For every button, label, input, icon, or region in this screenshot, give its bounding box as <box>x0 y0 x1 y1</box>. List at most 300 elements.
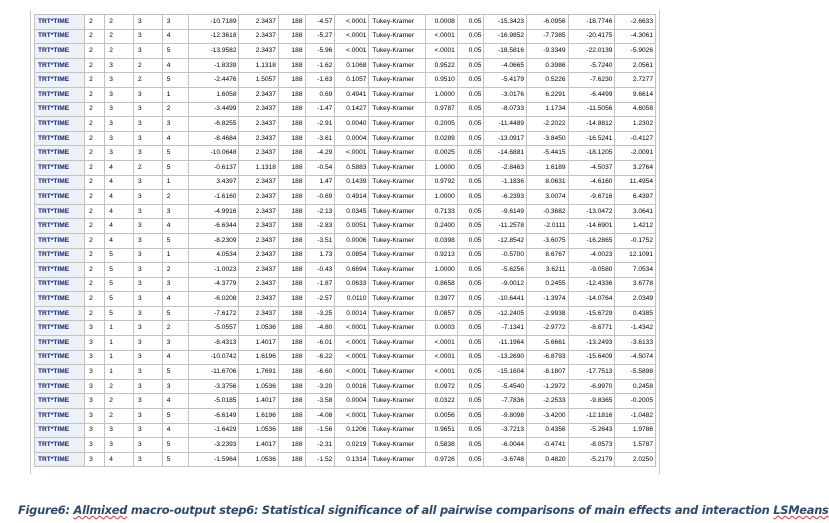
adj-lower-cell: -18.7746 <box>568 15 615 30</box>
trt-level-2-cell: 3 <box>134 452 163 467</box>
trt-level-cell: 2 <box>85 146 105 161</box>
effect-cell: TRT*TIME <box>35 190 85 205</box>
estimate-cell: 4.0534 <box>189 248 239 263</box>
std-error-cell: 1.6196 <box>239 409 278 424</box>
upper-cell: -2.2533 <box>527 394 569 409</box>
std-error-cell: 2.3437 <box>239 233 278 248</box>
time-level-cell: 3 <box>105 423 134 438</box>
adj-upper-cell: 0.4385 <box>615 306 656 321</box>
alpha-cell: 0.05 <box>457 350 484 365</box>
trt-level-2-cell: 3 <box>134 292 163 307</box>
trt-level-cell: 2 <box>85 117 105 132</box>
estimate-cell: -2.4476 <box>189 73 239 88</box>
time-level-2-cell: 5 <box>162 146 189 161</box>
estimate-cell: -13.9582 <box>189 44 239 59</box>
estimate-cell: -1.5964 <box>189 452 239 467</box>
lower-cell: -6.0044 <box>484 438 527 453</box>
upper-cell: 1.1734 <box>527 102 569 117</box>
adj-upper-cell: -3.6133 <box>615 336 656 351</box>
table-row <box>35 190 656 205</box>
adjustment-cell: Tukey-Kramer <box>369 160 425 175</box>
adj-p-cell: 0.0398 <box>425 233 457 248</box>
adjustment-cell: Tukey-Kramer <box>369 321 425 336</box>
adj-p-cell: <.0001 <box>425 365 457 380</box>
trt-level-2-cell: 2 <box>134 160 163 175</box>
p-value-cell: 0.1068 <box>335 58 369 73</box>
df-cell: 188 <box>278 394 305 409</box>
time-level-cell: 4 <box>105 219 134 234</box>
trt-level-cell: 2 <box>85 190 105 205</box>
upper-cell: 3.6211 <box>527 263 569 278</box>
effect-cell: TRT*TIME <box>35 438 85 453</box>
adj-lower-cell: -22.0139 <box>568 44 615 59</box>
lower-cell: -13.2690 <box>484 350 527 365</box>
t-value-cell: 1.47 <box>305 175 335 190</box>
adj-p-cell: 0.9726 <box>425 452 457 467</box>
adj-lower-cell: -6.4499 <box>568 87 615 102</box>
time-level-2-cell: 4 <box>162 292 189 307</box>
std-error-cell: 2.3437 <box>239 204 278 219</box>
std-error-cell: 1.1318 <box>239 58 278 73</box>
upper-cell: -2.9938 <box>527 306 569 321</box>
trt-level-2-cell: 3 <box>134 204 163 219</box>
trt-level-2-cell: 3 <box>134 29 163 44</box>
effect-cell: TRT*TIME <box>35 263 85 278</box>
adjustment-cell: Tukey-Kramer <box>369 44 425 59</box>
alpha-cell: 0.05 <box>457 117 484 132</box>
lower-cell: -11.1964 <box>484 336 527 351</box>
adj-upper-cell: -5.9026 <box>615 44 656 59</box>
trt-level-cell: 3 <box>85 438 105 453</box>
std-error-cell: 2.3437 <box>239 146 278 161</box>
adj-p-cell: 0.2005 <box>425 117 457 132</box>
std-error-cell: 1.4017 <box>239 438 278 453</box>
adjustment-cell: Tukey-Kramer <box>369 117 425 132</box>
adjustment-cell: Tukey-Kramer <box>369 452 425 467</box>
table-row <box>35 15 656 30</box>
time-level-cell: 2 <box>105 394 134 409</box>
effect-cell: TRT*TIME <box>35 321 85 336</box>
effect-cell: TRT*TIME <box>35 131 85 146</box>
estimate-cell: -3.3756 <box>189 379 239 394</box>
adjustment-cell: Tukey-Kramer <box>369 219 425 234</box>
upper-cell: 0.4356 <box>527 423 569 438</box>
time-level-2-cell: 3 <box>162 15 189 30</box>
trt-level-2-cell: 2 <box>134 73 163 88</box>
trt-level-cell: 2 <box>85 44 105 59</box>
p-value-cell: 0.0004 <box>335 131 369 146</box>
time-level-2-cell: 4 <box>162 423 189 438</box>
upper-cell: -3.4200 <box>527 409 569 424</box>
adj-upper-cell: -0.2005 <box>615 394 656 409</box>
lower-cell: -11.2578 <box>484 219 527 234</box>
estimate-cell: -10.0648 <box>189 146 239 161</box>
caption-allmixed: Allmixed <box>73 503 128 517</box>
adj-p-cell: <.0001 <box>425 336 457 351</box>
alpha-cell: 0.05 <box>457 306 484 321</box>
estimate-cell: -6.0208 <box>189 292 239 307</box>
table-row <box>35 409 656 424</box>
trt-level-cell: 2 <box>85 306 105 321</box>
t-value-cell: -0.43 <box>305 263 335 278</box>
t-value-cell: -1.47 <box>305 102 335 117</box>
adjustment-cell: Tukey-Kramer <box>369 248 425 263</box>
std-error-cell: 1.7691 <box>239 365 278 380</box>
t-value-cell: -1.62 <box>305 58 335 73</box>
estimate-cell: -4.3779 <box>189 277 239 292</box>
upper-cell: -5.6661 <box>527 336 569 351</box>
alpha-cell: 0.05 <box>457 394 484 409</box>
adj-p-cell: 0.0008 <box>425 15 457 30</box>
time-level-cell: 1 <box>105 350 134 365</box>
std-error-cell: 2.3437 <box>239 117 278 132</box>
alpha-cell: 0.05 <box>457 248 484 263</box>
trt-level-cell: 3 <box>85 336 105 351</box>
adj-upper-cell: -4.3061 <box>615 29 656 44</box>
p-value-cell: 0.0854 <box>335 248 369 263</box>
alpha-cell: 0.05 <box>457 44 484 59</box>
std-error-cell: 1.0536 <box>239 379 278 394</box>
trt-level-cell: 3 <box>85 379 105 394</box>
trt-level-2-cell: 3 <box>134 233 163 248</box>
std-error-cell: 2.3437 <box>239 175 278 190</box>
trt-level-cell: 3 <box>85 409 105 424</box>
trt-level-2-cell: 3 <box>134 190 163 205</box>
df-cell: 188 <box>278 87 305 102</box>
effect-cell: TRT*TIME <box>35 87 85 102</box>
time-level-cell: 3 <box>105 117 134 132</box>
adjustment-cell: Tukey-Kramer <box>369 146 425 161</box>
t-value-cell: -3.25 <box>305 306 335 321</box>
time-level-cell: 3 <box>105 87 134 102</box>
alpha-cell: 0.05 <box>457 58 484 73</box>
std-error-cell: 1.6196 <box>239 350 278 365</box>
df-cell: 188 <box>278 438 305 453</box>
trt-level-cell: 2 <box>85 29 105 44</box>
adj-upper-cell: 0.2458 <box>615 379 656 394</box>
t-value-cell: -1.63 <box>305 73 335 88</box>
table-row <box>35 336 656 351</box>
lower-cell: -5.4540 <box>484 379 527 394</box>
trt-level-2-cell: 3 <box>134 219 163 234</box>
adj-p-cell: 0.0972 <box>425 379 457 394</box>
table-body <box>35 15 656 467</box>
alpha-cell: 0.05 <box>457 277 484 292</box>
trt-level-2-cell: 3 <box>134 350 163 365</box>
estimate-cell: -1.0023 <box>189 263 239 278</box>
upper-cell: 1.6189 <box>527 160 569 175</box>
time-level-cell: 3 <box>105 438 134 453</box>
adj-lower-cell: -17.7513 <box>568 365 615 380</box>
time-level-2-cell: 5 <box>162 73 189 88</box>
time-level-2-cell: 4 <box>162 219 189 234</box>
alpha-cell: 0.05 <box>457 160 484 175</box>
std-error-cell: 2.3437 <box>239 292 278 307</box>
alpha-cell: 0.05 <box>457 292 484 307</box>
estimate-cell: -7.6172 <box>189 306 239 321</box>
trt-level-2-cell: 3 <box>134 277 163 292</box>
lower-cell: -2.8463 <box>484 160 527 175</box>
effect-cell: TRT*TIME <box>35 409 85 424</box>
table-row <box>35 175 656 190</box>
trt-level-cell: 2 <box>85 219 105 234</box>
adj-upper-cell: 11.4954 <box>615 175 656 190</box>
adj-lower-cell: -13.0472 <box>568 204 615 219</box>
p-value-cell: 0.4941 <box>335 87 369 102</box>
table-row <box>35 277 656 292</box>
effect-cell: TRT*TIME <box>35 160 85 175</box>
std-error-cell: 2.3437 <box>239 306 278 321</box>
df-cell: 188 <box>278 175 305 190</box>
upper-cell: -0.4741 <box>527 438 569 453</box>
time-level-2-cell: 4 <box>162 131 189 146</box>
trt-level-2-cell: 3 <box>134 409 163 424</box>
adjustment-cell: Tukey-Kramer <box>369 350 425 365</box>
adj-p-cell: 0.0003 <box>425 321 457 336</box>
table-row <box>35 248 656 263</box>
df-cell: 188 <box>278 73 305 88</box>
trt-level-2-cell: 3 <box>134 263 163 278</box>
adjustment-cell: Tukey-Kramer <box>369 58 425 73</box>
lower-cell: -14.6881 <box>484 146 527 161</box>
table-row <box>35 233 656 248</box>
adjustment-cell: Tukey-Kramer <box>369 394 425 409</box>
table-row <box>35 146 656 161</box>
estimate-cell: -1.6160 <box>189 190 239 205</box>
trt-level-cell: 2 <box>85 292 105 307</box>
trt-level-2-cell: 3 <box>134 394 163 409</box>
trt-level-cell: 2 <box>85 131 105 146</box>
trt-level-cell: 3 <box>85 365 105 380</box>
upper-cell: -6.8793 <box>527 350 569 365</box>
upper-cell: -7.7385 <box>527 29 569 44</box>
adj-p-cell: 0.8658 <box>425 277 457 292</box>
std-error-cell: 2.3437 <box>239 219 278 234</box>
time-level-cell: 1 <box>105 321 134 336</box>
effect-cell: TRT*TIME <box>35 350 85 365</box>
adj-lower-cell: -14.8812 <box>568 117 615 132</box>
std-error-cell: 1.0536 <box>239 321 278 336</box>
t-value-cell: -4.57 <box>305 15 335 30</box>
time-level-2-cell: 2 <box>162 102 189 117</box>
time-level-cell: 1 <box>105 365 134 380</box>
df-cell: 188 <box>278 44 305 59</box>
p-value-cell: 0.1314 <box>335 452 369 467</box>
time-level-2-cell: 4 <box>162 350 189 365</box>
adj-lower-cell: -5.2179 <box>568 452 615 467</box>
trt-level-cell: 2 <box>85 248 105 263</box>
adj-lower-cell: -4.5037 <box>568 160 615 175</box>
upper-cell: 3.0074 <box>527 190 569 205</box>
table-row <box>35 73 656 88</box>
t-value-cell: -4.29 <box>305 146 335 161</box>
effect-cell: TRT*TIME <box>35 306 85 321</box>
df-cell: 188 <box>278 190 305 205</box>
time-level-2-cell: 5 <box>162 365 189 380</box>
upper-cell: -2.2022 <box>527 117 569 132</box>
df-cell: 188 <box>278 379 305 394</box>
std-error-cell: 2.3437 <box>239 44 278 59</box>
t-value-cell: -5.27 <box>305 29 335 44</box>
lower-cell: -18.5816 <box>484 44 527 59</box>
lower-cell: -13.0917 <box>484 131 527 146</box>
df-cell: 188 <box>278 321 305 336</box>
df-cell: 188 <box>278 117 305 132</box>
adj-lower-cell: -15.6409 <box>568 350 615 365</box>
effect-cell: TRT*TIME <box>35 248 85 263</box>
trt-level-cell: 2 <box>85 87 105 102</box>
p-value-cell: <.0001 <box>335 350 369 365</box>
adjustment-cell: Tukey-Kramer <box>369 15 425 30</box>
alpha-cell: 0.05 <box>457 423 484 438</box>
adj-p-cell: <.0001 <box>425 350 457 365</box>
trt-level-cell: 2 <box>85 73 105 88</box>
lower-cell: -0.5700 <box>484 248 527 263</box>
df-cell: 188 <box>278 15 305 30</box>
adj-p-cell: 1.0000 <box>425 190 457 205</box>
effect-cell: TRT*TIME <box>35 146 85 161</box>
p-value-cell: 0.0004 <box>335 394 369 409</box>
alpha-cell: 0.05 <box>457 204 484 219</box>
time-level-cell: 2 <box>105 29 134 44</box>
adj-lower-cell: -20.4175 <box>568 29 615 44</box>
adj-lower-cell: -8.6771 <box>568 321 615 336</box>
p-value-cell: 0.0633 <box>335 277 369 292</box>
p-value-cell: 0.0051 <box>335 219 369 234</box>
p-value-cell: <.0001 <box>335 15 369 30</box>
lower-cell: -16.9852 <box>484 29 527 44</box>
adj-p-cell: 0.9787 <box>425 102 457 117</box>
df-cell: 188 <box>278 452 305 467</box>
time-level-cell: 5 <box>105 277 134 292</box>
adjustment-cell: Tukey-Kramer <box>369 336 425 351</box>
time-level-2-cell: 1 <box>162 175 189 190</box>
std-error-cell: 2.3437 <box>239 29 278 44</box>
p-value-cell: 0.1206 <box>335 423 369 438</box>
alpha-cell: 0.05 <box>457 365 484 380</box>
table-row <box>35 44 656 59</box>
adjustment-cell: Tukey-Kramer <box>369 190 425 205</box>
estimate-cell: -10.7189 <box>189 15 239 30</box>
p-value-cell: <.0001 <box>335 146 369 161</box>
adj-lower-cell: -15.6729 <box>568 306 615 321</box>
alpha-cell: 0.05 <box>457 29 484 44</box>
effect-cell: TRT*TIME <box>35 452 85 467</box>
table-row <box>35 102 656 117</box>
adj-p-cell: 0.9792 <box>425 175 457 190</box>
upper-cell: -3.8450 <box>527 131 569 146</box>
df-cell: 188 <box>278 233 305 248</box>
std-error-cell: 1.0536 <box>239 452 278 467</box>
estimate-cell: -4.9916 <box>189 204 239 219</box>
adj-lower-cell: -6.9970 <box>568 379 615 394</box>
estimate-cell: 3.4397 <box>189 175 239 190</box>
estimate-cell: 1.6058 <box>189 87 239 102</box>
time-level-2-cell: 2 <box>162 263 189 278</box>
trt-level-cell: 2 <box>85 160 105 175</box>
lower-cell: -7.1341 <box>484 321 527 336</box>
adj-lower-cell: -16.5241 <box>568 131 615 146</box>
trt-level-2-cell: 3 <box>134 102 163 117</box>
caption-prefix: Figure6: <box>18 503 74 517</box>
lower-cell: -6.2393 <box>484 190 527 205</box>
estimate-cell: -6.6149 <box>189 409 239 424</box>
caption-middle: macro-output step6: Statistical significance of all pairwise comparisons of main effects and interaction <box>127 503 774 517</box>
time-level-2-cell: 4 <box>162 58 189 73</box>
effect-cell: TRT*TIME <box>35 379 85 394</box>
adj-upper-cell: 12.1091 <box>615 248 656 263</box>
alpha-cell: 0.05 <box>457 452 484 467</box>
effect-cell: TRT*TIME <box>35 175 85 190</box>
p-value-cell: <.0001 <box>335 409 369 424</box>
alpha-cell: 0.05 <box>457 379 484 394</box>
adj-upper-cell: -0.1752 <box>615 233 656 248</box>
adj-lower-cell: -12.1816 <box>568 409 615 424</box>
std-error-cell: 1.0536 <box>239 423 278 438</box>
p-value-cell: 0.0006 <box>335 233 369 248</box>
df-cell: 188 <box>278 263 305 278</box>
alpha-cell: 0.05 <box>457 336 484 351</box>
time-level-2-cell: 3 <box>162 117 189 132</box>
trt-level-cell: 2 <box>85 175 105 190</box>
estimate-cell: -8.2309 <box>189 233 239 248</box>
std-error-cell: 1.1318 <box>239 160 278 175</box>
time-level-2-cell: 4 <box>162 29 189 44</box>
time-level-cell: 5 <box>105 248 134 263</box>
df-cell: 188 <box>278 292 305 307</box>
time-level-2-cell: 3 <box>162 379 189 394</box>
lower-cell: -9.0012 <box>484 277 527 292</box>
lower-cell: -15.3423 <box>484 15 527 30</box>
adj-p-cell: 0.0857 <box>425 306 457 321</box>
std-error-cell: 2.3437 <box>239 102 278 117</box>
t-value-cell: -5.96 <box>305 44 335 59</box>
table-row <box>35 452 656 467</box>
std-error-cell: 1.4017 <box>239 336 278 351</box>
time-level-2-cell: 5 <box>162 44 189 59</box>
t-value-cell: 0.69 <box>305 87 335 102</box>
adj-upper-cell: 4.6058 <box>615 102 656 117</box>
adj-lower-cell: -11.5056 <box>568 102 615 117</box>
adj-upper-cell: 9.6614 <box>615 87 656 102</box>
t-value-cell: -6.22 <box>305 350 335 365</box>
trt-level-2-cell: 2 <box>134 58 163 73</box>
df-cell: 188 <box>278 306 305 321</box>
time-level-cell: 4 <box>105 452 134 467</box>
trt-level-2-cell: 3 <box>134 131 163 146</box>
time-level-2-cell: 1 <box>162 87 189 102</box>
effect-cell: TRT*TIME <box>35 423 85 438</box>
std-error-cell: 1.4017 <box>239 394 278 409</box>
table-row <box>35 263 656 278</box>
time-level-cell: 4 <box>105 175 134 190</box>
adjustment-cell: Tukey-Kramer <box>369 73 425 88</box>
lower-cell: -15.1604 <box>484 365 527 380</box>
lower-cell: -4.0665 <box>484 58 527 73</box>
time-level-cell: 5 <box>105 263 134 278</box>
adj-p-cell: 0.2400 <box>425 219 457 234</box>
adj-p-cell: 0.7133 <box>425 204 457 219</box>
trt-level-2-cell: 3 <box>134 87 163 102</box>
effect-cell: TRT*TIME <box>35 204 85 219</box>
t-value-cell: -1.52 <box>305 452 335 467</box>
adj-upper-cell: 1.4212 <box>615 219 656 234</box>
adjustment-cell: Tukey-Kramer <box>369 29 425 44</box>
time-level-2-cell: 2 <box>162 190 189 205</box>
table-row <box>35 306 656 321</box>
upper-cell: -2.9772 <box>527 321 569 336</box>
caption-lsmeans: LSMeans <box>773 503 829 517</box>
